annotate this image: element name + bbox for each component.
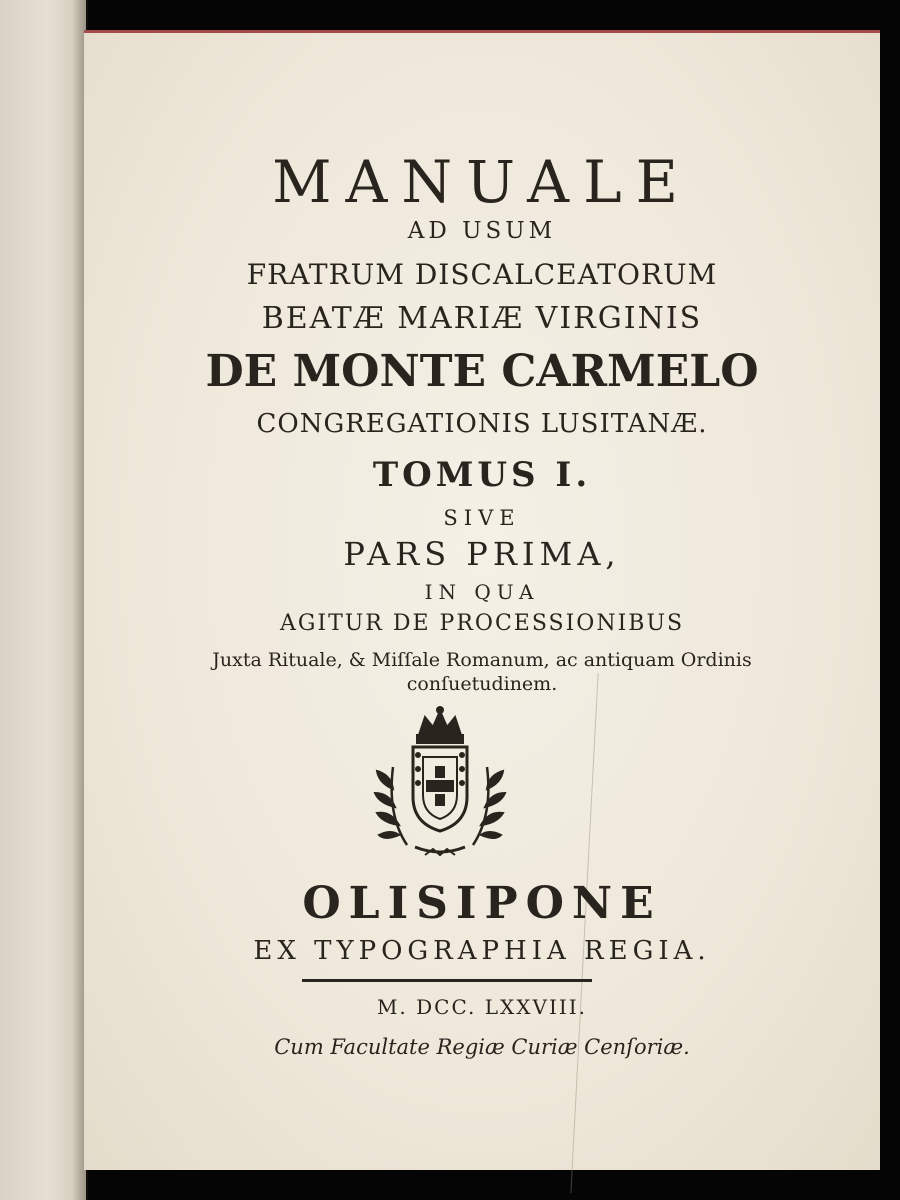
horizontal-rule bbox=[302, 979, 592, 982]
subtitle-congregationis: CONGREGATIONIS LUSITANÆ. bbox=[256, 409, 708, 439]
subtitle-fratrum: FRATRUM DISCALCEATORUM bbox=[246, 258, 718, 291]
juxta-line: Juxta Rituale, & Miſſale Romanum, ac antiquam Ordinis bbox=[212, 649, 752, 671]
title-page bbox=[84, 30, 880, 1170]
consuetudinem-line: conſuetudinem. bbox=[406, 673, 558, 695]
subtitle-ad-usum: AD USUM bbox=[407, 218, 557, 244]
part-line: PARS PRIMA, bbox=[343, 535, 621, 573]
volume-number: TOMUS I. bbox=[372, 455, 592, 495]
subtitle-monte-carmelo: DE MONTE CARMELO bbox=[205, 346, 759, 397]
book-title: MANUALE bbox=[272, 148, 692, 216]
sive-line: SIVE bbox=[443, 506, 521, 530]
imprint-year: M. DCC. LXXVIII. bbox=[376, 995, 588, 1019]
paper-crease bbox=[570, 673, 638, 1193]
subject-line: AGITUR DE PROCESSIONIBUS bbox=[279, 611, 685, 636]
subtitle-beatae: BEATÆ MARIÆ VIRGINIS bbox=[261, 301, 703, 336]
royal-coat-of-arms-icon bbox=[369, 705, 511, 865]
imprint-city: OLISIPONE bbox=[302, 878, 662, 929]
imprint-license: Cum Facultate Regiæ Curiæ Cenſoriæ. bbox=[274, 1035, 690, 1059]
imprint-press: EX TYPOGRAPHIA REGIA. bbox=[253, 936, 711, 966]
in-qua-line: IN QUA bbox=[424, 580, 540, 604]
